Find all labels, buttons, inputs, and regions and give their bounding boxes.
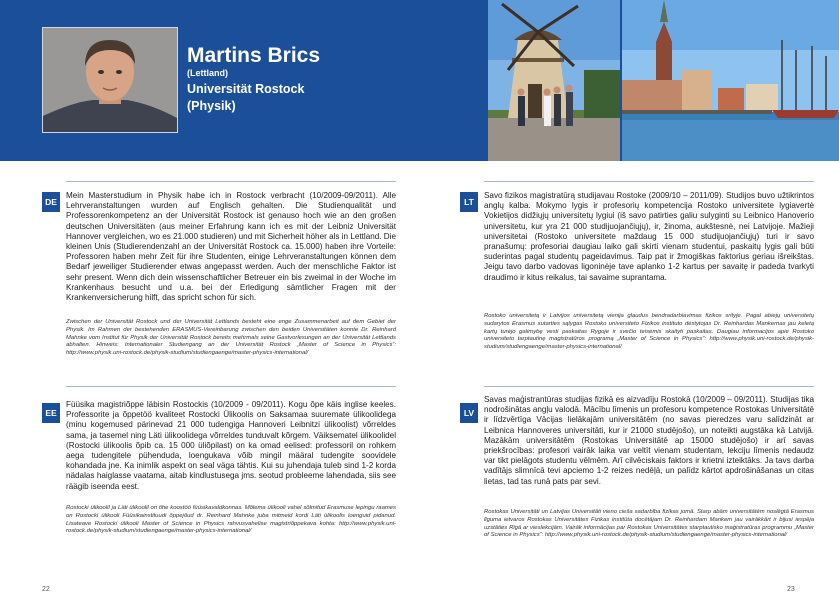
lv-note-text: Rostokas Universitāti un Latvijas Universitāti vieno cieša sadarbība fizikas jomā. Starp abām universitātēm noslēgtā Erasmus līguma ietvaros Rostokas Universitātes Fizikas institūta docētājam Dr. Reinhardam Mankem jau vairākkārt ir bijusi iespēja uzstāties Rīgā ar vieslekcijām. Vairāk informācijas par Rostokas Universitātes starptautisko maģistratūras programmu „Master of Science in Physics“: http://www.physik.uni-rostock.de/physik-studium/studiengaenge/master-physics-international/ [484,509,814,539]
harbor-photo [622,0,839,161]
language-tag-de: DE [42,192,60,212]
ee-body-text: Füüsika magistriõppe läbisin Rostockis (10/2009 - 09/2011). Kogu õpe käis inglise keeles. Professorite ja õppetöö kvaliteet Rostocki Ülikoolis on Saksamaa suuremate ülikoolidega (minu kogemused pärinevad 21 000 tudengiga Hannoveri Leibnitzi ülikoolist) võrreldes sama, ja tasemel ning Läti ülikoolidega võrreldes tunduvalt kõrgem. Väiksematel ülikoolidel (Rostocki ülikoolis õpib ca. 15 000 üliõpilast) on ka omad eelised: professoril on rohkem aega tudengitele pühenduda, loengukava võib mingil määral tudengite soovidele kohandada jne. Ka inimlik aspekt on seal väga tähtis. Kui su juhendaja tuleb sind 1-2 korda nädalas haiglasse vaatama, aitab kindlustusega jms. seotud probleeme lahendada, siis see räägib iseenda eest. [66,400,396,491]
student-university: Universität Rostock [187,82,305,96]
lt-note-text: Rostoko universitetą ir Latvijos universitetą vienija glaudus bendradarbiavimas fizikos srityje. Pagal abiejų universitetų sudarytos Erasmus sutarties sąlygas Rostoko universiteto Fizikos instituto dėstytojas Dr. Reinhardas Mankernas jau keletą kartų turėjo galimybę vesti paskaitas Rygoje ir svečio teisėmis skaityti paskaitas. Daugiau informacijos apie Rostoko universiteto tarptautinę magistratūros programą „Master of Science in Physics“: http://www.physik.uni-rostock.de/physik-studium/studiengaenge/master-physics-international/ [484,313,814,351]
lv-body-text: Savas maģistrantūras studijas fizikā es aizvadīju Rostokā (10/2009 – 09/2011). Studijas tika nodrošinātas angļu valodā. Mācību līmenis un profesoru kompetence Rostokas Universitātē ir līdzvērtīga Vācijas lielākajām universitātēm (no savas pieredzes varu salīdzināt ar Leibnica Hannoveres universitāti, kur ir 21000 studējošo), un noteikti augstāka kā Latvijā. Mazākām universitātēm (Rostokas Universitātē ap 15000 studējošo) ir arī savas priekšrocības: profesori vairāk laika var veltīt vienam studentam, lekciju līmenis nedaudz var tikt pielāgots studentu vēlmēm. Arī cilvēciskais faktors ir krietni izteiktāks. Ja tavs darba vadītājs slimnīcā tevi apciemo 1-2 reizes nedēļā, un palīdz kārtot apdrošināšanas un citas lietas, tad tas runā pats par sevi. [484,395,814,486]
de-note-text: Zwischen der Universität Rostock und der Universität Lettlands besteht eine enge Zusammenarbeit auf dem Gebiet der Physik. Im Rahmen der bestehenden ERASMUS-Vereinbarung zwischen den beiden Universitäten konnte Dr. Reinhard Mahnke vom Institut für Physik der Universität Rostock bereits mehrmals seine Gastvorlesungen an der Universität Lettlands abhalten. Hinweis: Internationaler Studiengang an der Universität Rostock „Master of Science in Physics“: http://www.physik.uni-rostock.de/physik-studium/studiengaenge/master-physics-international/ [66,319,396,357]
page-number-left: 22 [42,586,50,593]
section-divider [484,386,814,387]
student-name: Martins Brics [187,44,321,67]
section-divider [484,181,814,182]
ee-note-text: Rostocki ülikoolil ja Läti ülikoolil on tihe koostöö füüsikavaldkonnas. Mõlema ülikooli vahel sõlmitud Erasmuse lepingu raames on Rostocki ülikooli Füüsikainstituudi õppejõud dr. Reinhard Mahnke juba mitmeid kordi Läti ülikoolis loenguid pidanud. Lisateave Rostocki ülikooli Master of Science in Physics rahvusvahelise magistriõppekava kohta: http://www.physik.uni-rostock.de/physik-studium/studiengaenge/master-physics-international/ [66,505,396,535]
student-country: (Lettland) [187,68,228,78]
language-tag-ee: EE [42,403,60,423]
language-tag-lt: LT [460,192,478,212]
section-divider [66,181,396,182]
section-divider [66,386,396,387]
page-number-right: 23 [787,586,795,593]
lt-body-text: Savo fizikos magistratūrą studijavau Rostoke (2009/10 – 2011/09). Studijos buvo užtikrintos anglų kalba. Mokymo lygis ir profesorių kompetencija Rostoko universitete lygiavertė Vokietijos didžiųjų universitetų lygiui (iš savo patirties galiu sulyginti su Leibnico Hanoverio universitetu, kur yra 21 000 studijuojančiųjų), ir, žinoma, aukštesnė, nei Latvijoje. Mažieji universitetai (Rostoko universitete maždaug 15 000 studijuojančiųjų) turi ir savo pranašumų: profesoriai daugiau laiko gali skirti vienam studentui, paskaitų lygis gali būti suderintas pagal studentų pageidavimus. Taip pat ir žmogiškas faktorius geriau išreikštas. Jeigu tavo darbo vadovas ligoninėje tave aplanko 1-2 kartus per savaitę ir padeda tvarkyti draudimo ir kitus reikalus, tai savaime suprantama. [484,191,814,282]
student-subject: (Physik) [187,99,236,113]
de-body-text: Mein Masterstudium in Physik habe ich in Rostock verbracht (10/2009-09/2011). Alle Lehrveranstaltungen wurden auf Englisch gehalten. Die Studienqualität und Professorenkompetenz an der Universität Rostock ist genauso hoch wie an den großen deutschen Universitäten (aus meiner Erfahrung kann ich es mit der Leibniz Universität Hannover vergleichen, wo es 21.000 studieren) und mit Sicherheit höher als in Lettland. Die kleinen Unis (Studierendenzahl an der Universität Rostock ca. 15.000) haben ihre Vorteile: Professoren haben mehr Zeit für ihre Studenten, einige Lehrveranstaltungen können dem Bedarf jeweiliger Studierender etwas angepasst werden. Auch der menschliche Faktor ist sehr present. Wenn dich dein wissenschaftlicher Betreuer ein bis zweimal in der Woche im Krankenhaus besucht und u.a. bei der Erledigung sämtlicher Fragen mit der Krankenversicherung hilft, das spricht schon für sich. [66,191,396,303]
student-portrait [42,27,178,133]
windmill-photo [488,0,620,161]
language-tag-lv: LV [460,403,478,423]
